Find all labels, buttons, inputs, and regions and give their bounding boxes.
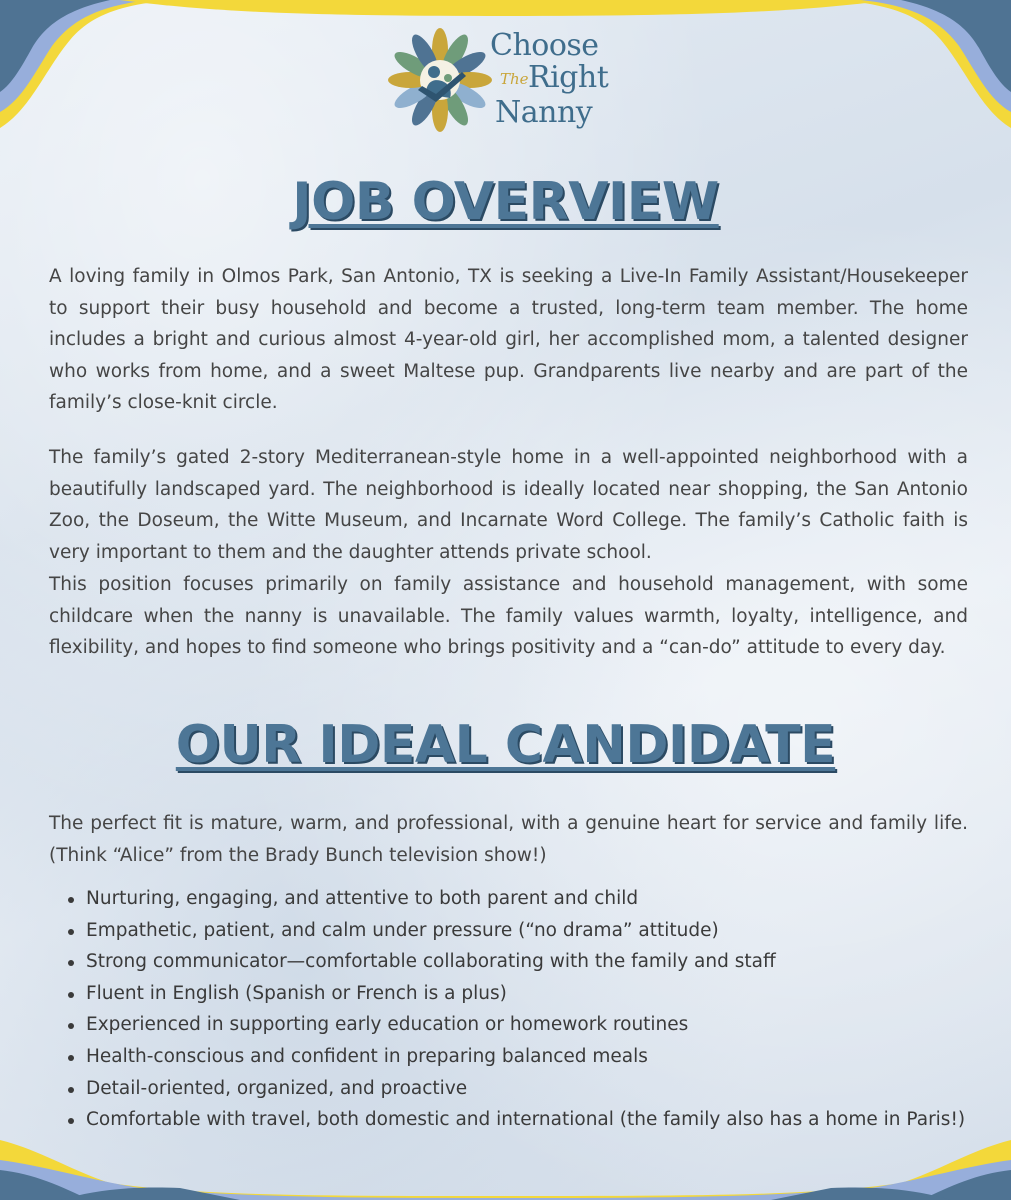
list-item: Empathetic, patient, and calm under pressure (“no drama” attitude) bbox=[68, 915, 968, 947]
list-item: Experienced in supporting early education or homework routines bbox=[68, 1009, 968, 1041]
job-overview-paragraph-3: This position focuses primarily on family assistance and household management, with some childcare when the nanny is unavailable. The family values warmth, loyalty, intelligence, and flexibility, and hopes to find someone who brings positivity and a “can-do” attitude to every day. bbox=[49, 574, 968, 658]
logo-word-choose: Choose bbox=[490, 28, 599, 63]
list-item: Health-conscious and confident in preparing balanced meals bbox=[68, 1041, 968, 1073]
list-item: Fluent in English (Spanish or French is a plus) bbox=[68, 978, 968, 1010]
ideal-candidate-intro: The perfect fit is mature, warm, and professional, with a genuine heart for service and family life. (Think “Alice” from the Brady Bunch television show!) bbox=[49, 813, 968, 866]
logo-word-right: Right bbox=[528, 60, 609, 95]
list-item: Nurturing, engaging, and attentive to both parent and child bbox=[68, 883, 968, 915]
brand-logo bbox=[385, 28, 630, 133]
list-item: Strong communicator—comfortable collaborating with the family and staff bbox=[68, 946, 968, 978]
sunflower-mother-child-icon bbox=[385, 28, 495, 133]
logo-word-the: The bbox=[500, 70, 529, 88]
list-item: Detail-oriented, organized, and proactive bbox=[68, 1073, 968, 1105]
logo-word-nanny: Nanny bbox=[495, 95, 593, 130]
job-overview-paragraph-2: The family’s gated 2-story Mediterranean-style home in a well-appointed neighborhood with a beautifully landscaped yard. The neighborhood is ideally located near shopping, the San Antonio Zoo, the Doseum, the Witte Museum, and Incarnate Word College. The family’s Catholic faith is very important to them and the daughter attends private school. bbox=[49, 447, 968, 563]
job-overview-paragraph-1: A loving family in Olmos Park, San Antonio, TX is seeking a Live-In Family Assistant/Housekeeper to support their busy household and become a trusted, long-term team member. The home includes a bright and curious almost 4-year-old girl, her accomplished mom, a talented designer who works from home, and a sweet Maltese pup. Grandparents live nearby and are part of the family’s close-knit circle. bbox=[49, 266, 968, 413]
job-overview-heading: JOB OVERVIEW bbox=[292, 172, 719, 232]
list-item: Comfortable with travel, both domestic and international (the family also has a home in Paris!) bbox=[68, 1104, 968, 1136]
ideal-candidate-heading: OUR IDEAL CANDIDATE bbox=[175, 715, 836, 775]
ideal-candidate-list bbox=[68, 883, 968, 1136]
